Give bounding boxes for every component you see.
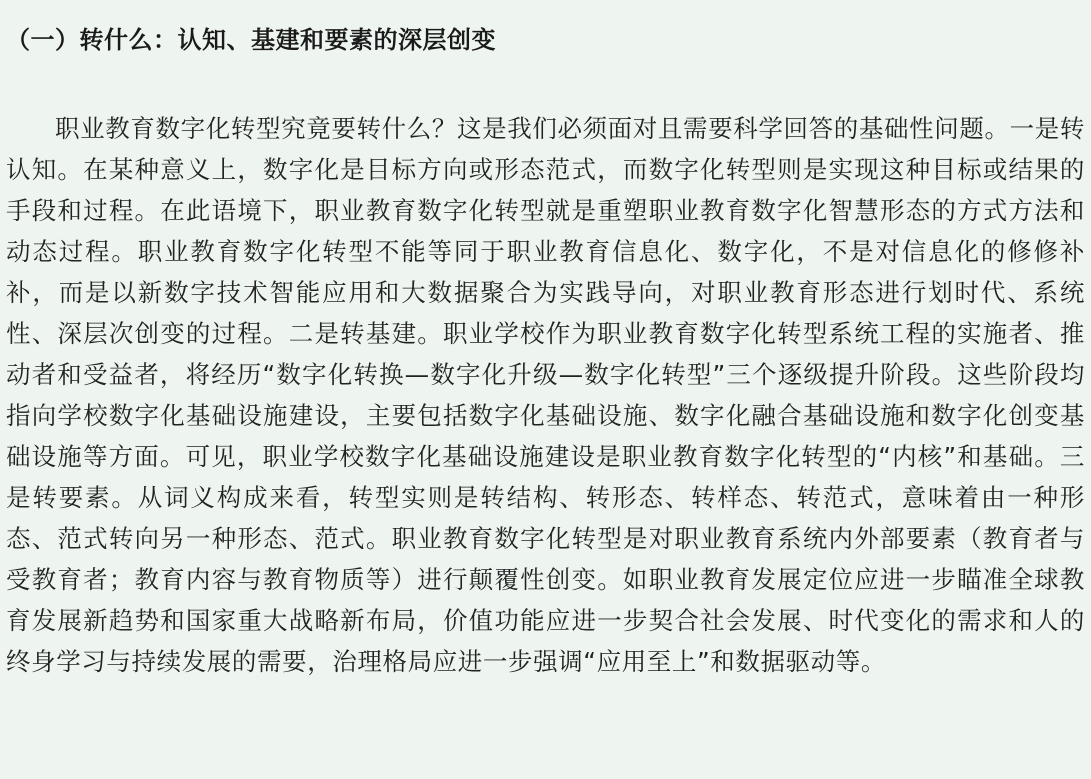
section-paragraph: 职业教育数字化转型究竟要转什么？这是我们必须面对且需要科学回答的基础性问题。一是转认知。在某种意义上，数字化是目标方向或形态范式，而数字化转型则是实现这种目标或结果的手段和过程。在此语境下，职业教育数字化转型就是重塑职业教育数字化智慧形态的方式方法和动态过程。职业教育数字化转型不能等同于职业教育信息化、数字化，不是对信息化的修修补补，而是以新数字技术智能应用和大数据聚合为实践导向，对职业教育形态进行划时代、系统性、深层次创变的过程。二是转基建。职业学校作为职业教育数字化转型系统工程的实施者、推动者和受益者，将经历“数字化转换—数字化升级—数字化转型”三个逐级提升阶段。这些阶段均指向学校数字化基础设施建设，主要包括数字化基础设施、数字化融合基础设施和数字化创变基础设施等方面。可见，职业学校数字化基础设施建设是职业教育数字化转型的“内核”和基础。三是转要素。从词义构成来看，转型实则是转结构、转形态、转样态、转范式，意味着由一种形态、范式转向另一种形态、范式。职业教育数字化转型是对职业教育系统内外部要素（教育者与受教育者；教育内容与教育物质等）进行颠覆性创变。如职业教育发展定位应进一步瞄准全球教育发展新趋势和国家重大战略新布局，价值功能应进一步契合社会发展、时代变化的需求和人的终身学习与持续发展的需要，治理格局应进一步强调“应用至上”和数据驱动等。 (6, 114, 1085, 676)
section-heading: （一）转什么：认知、基建和要素的深层创变 (6, 26, 496, 54)
